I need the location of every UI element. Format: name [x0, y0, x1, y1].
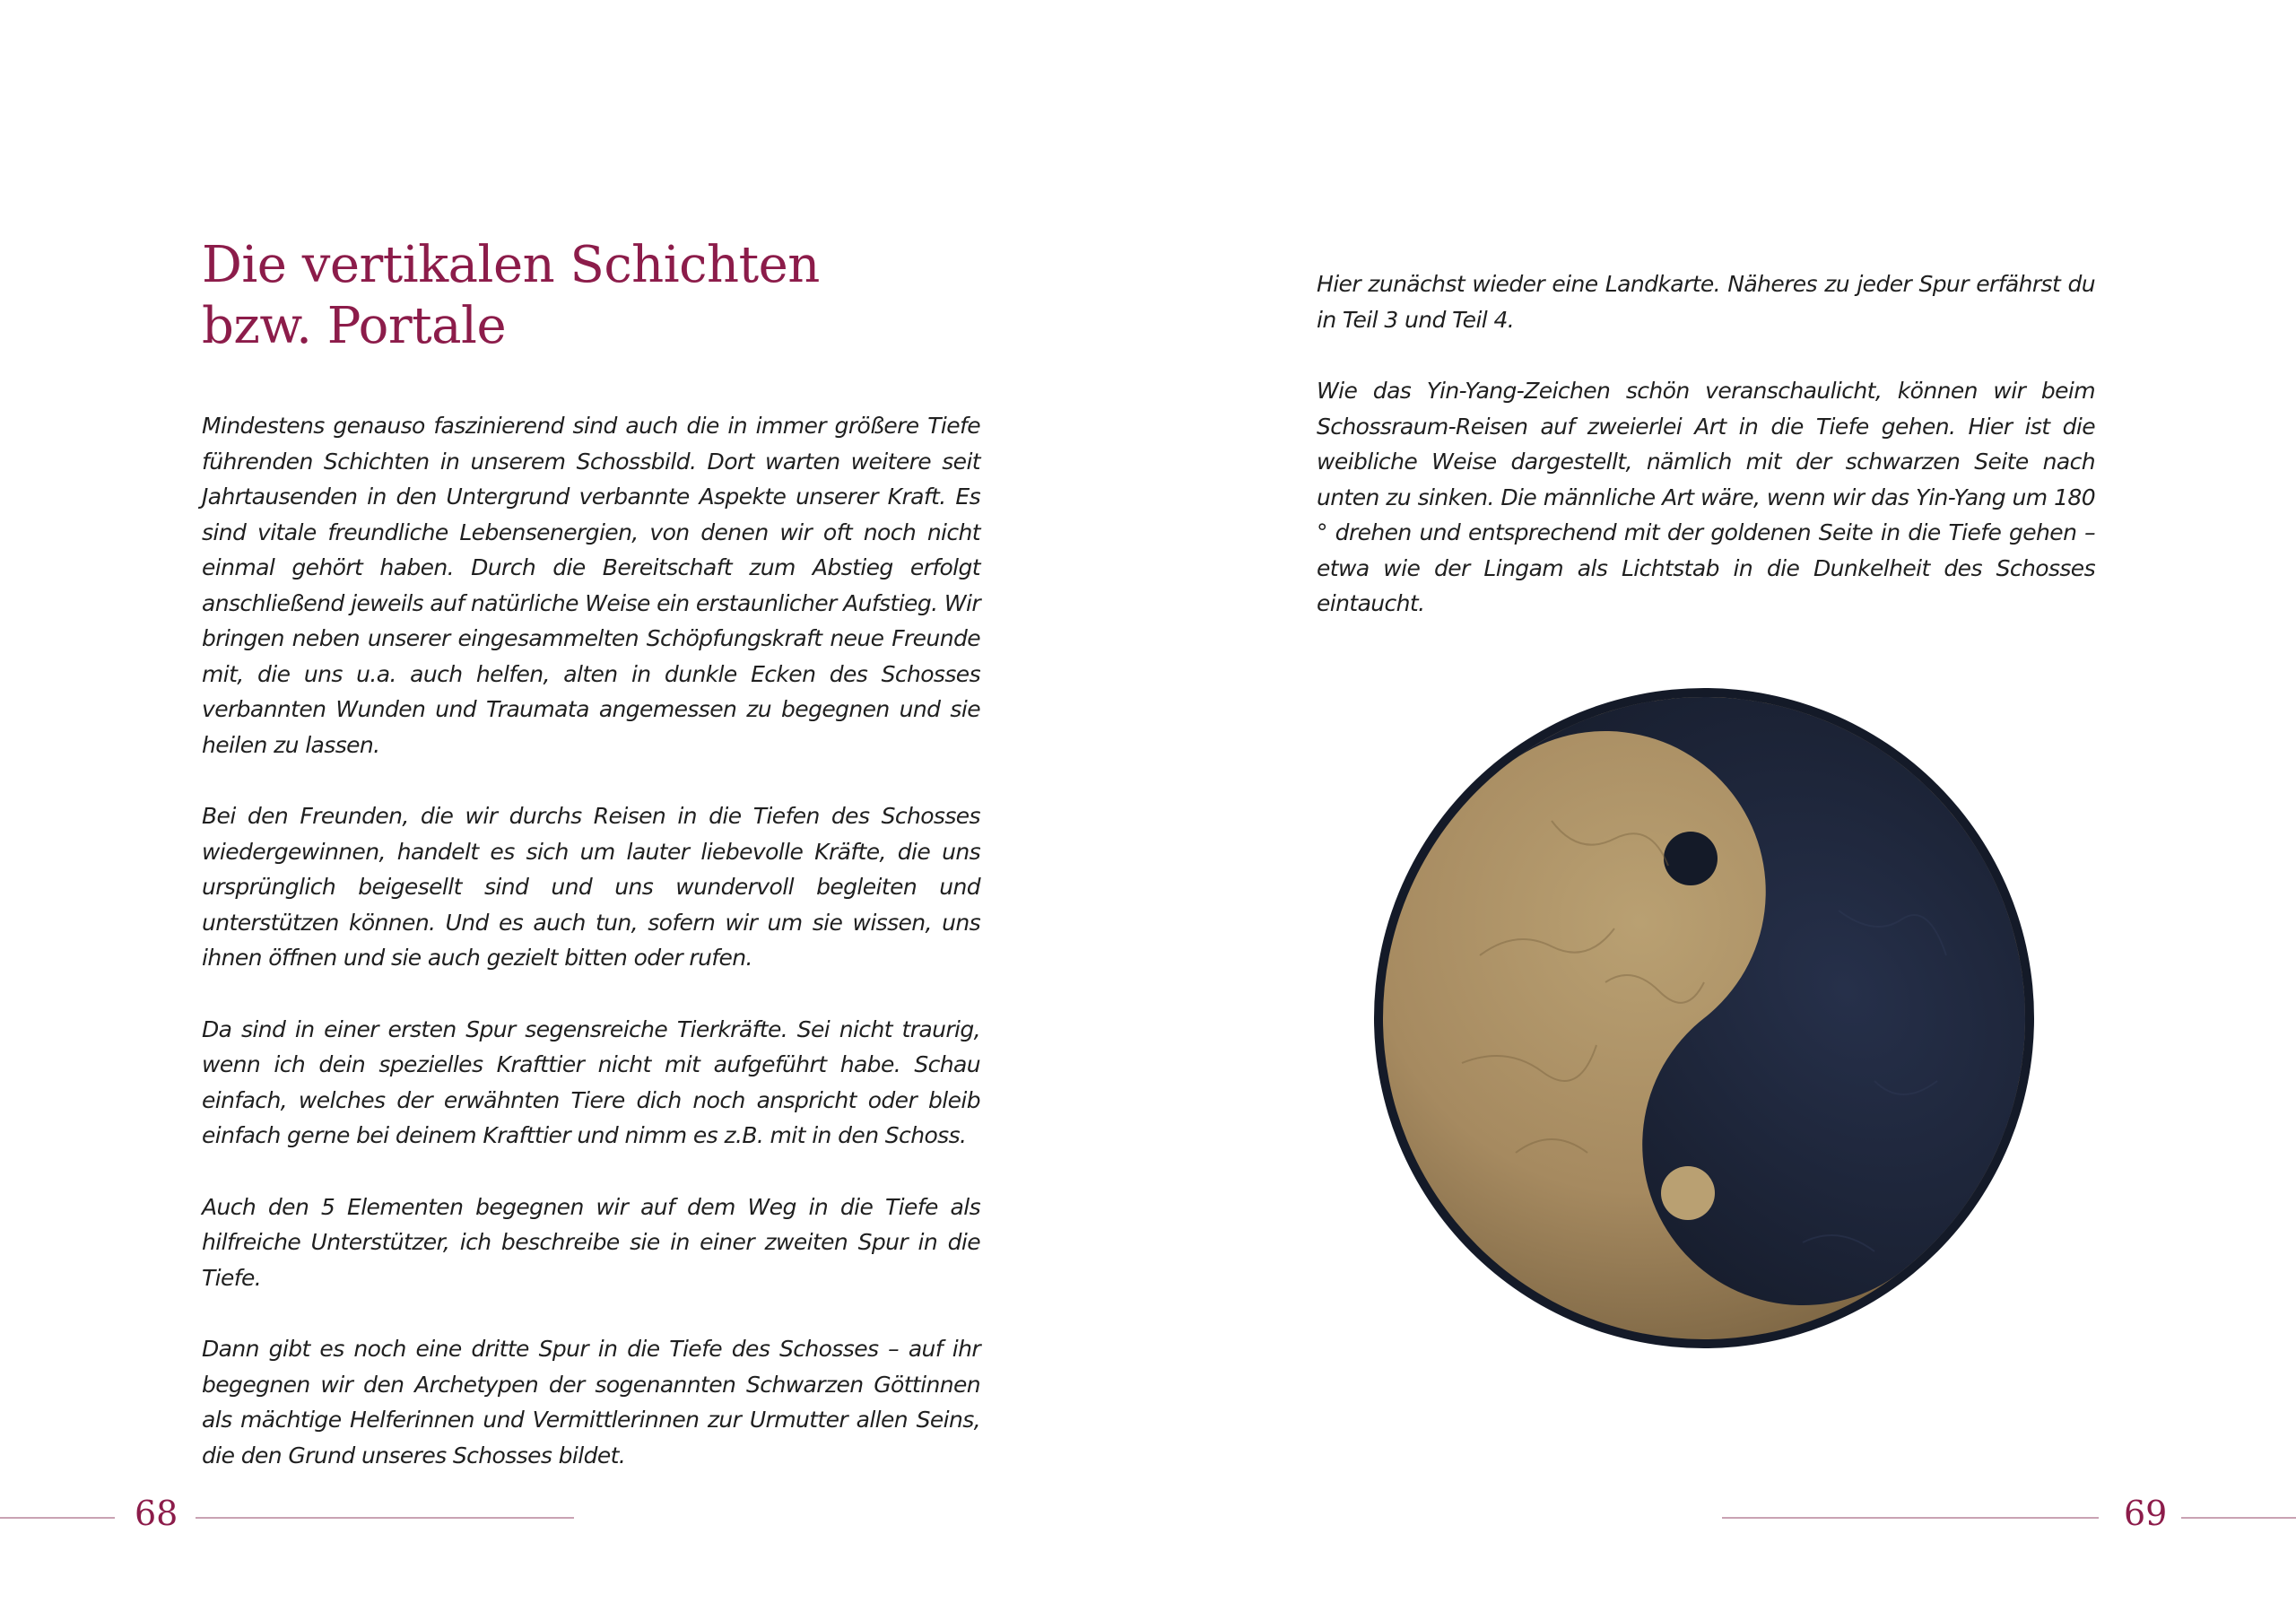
- footer-rule-right-inner: [1722, 1517, 2099, 1519]
- page-number-right: 69: [2124, 1494, 2168, 1533]
- footer-rule-left-inner: [196, 1517, 574, 1519]
- heading-line-2: bzw. Portale: [202, 297, 507, 355]
- yin-yang-image: [1372, 686, 2036, 1350]
- page-number-left: 68: [135, 1494, 178, 1533]
- paragraph: Bei den Freunden, die wir durchs Reisen in die Tiefen des Schosses wiedergewinnen, handelt es sich um lauter liebevolle Kräfte, die uns ursprünglich beigesellt sind und uns wundervoll begleiten und unterstützen können. Und es auch tun, sofern wir um sie wissen, uns ihnen öffnen und sie auch gezielt bitten oder rufen.: [202, 803, 980, 971]
- right-page: [1148, 0, 2296, 1621]
- paragraph: Da sind in einer ersten Spur segensreiche Tierkräfte. Sei nicht traurig, wenn ich dein spezielles Krafttier nicht mit aufgeführt habe. Schau einfach, welches der erwähnten Tiere dich noch anspricht oder bleib einfach gerne bei deinem Krafttier und nimm es z.B. mit in den Schoss.: [202, 1015, 980, 1148]
- paragraph: Dann gibt es noch eine dritte Spur in die Tiefe des Schosses – auf ihr begegnen wir den Archetypen der sogenannten Schwarzen Göttinnen als mächtige Helferinnen und Vermittlerinnen zur Urmutter allen Seins, die den Grund unseres Schosses bildet.: [202, 1336, 980, 1468]
- paragraph: Wie das Yin-Yang-Zeichen schön veranschaulicht, können wir beim Schossraum-Reisen auf zweierlei Art in die Tiefe gehen. Hier ist die weibliche Weise dargestellt, nämlich mit der schwarzen Seite nach unten zu sinken. Die männliche Art wäre, wenn wir das Yin-Yang um 180 ° drehen und entsprechend mit der goldenen Seite in die Tiefe gehen – etwa wie der Lingam als Lichtstab in die Dunkelheit des Schosses eintaucht.: [1317, 378, 2095, 616]
- footer-rule-left: [0, 1517, 115, 1519]
- chapter-heading: [202, 235, 1009, 357]
- heading-line-1: Die vertikalen Schichten: [202, 236, 820, 294]
- paragraph: Auch den 5 Elementen begegnen wir auf dem Weg in die Tiefe als hilfreiche Unterstützer, ich beschreibe sie in einer zweiten Spur in die Tiefe.: [202, 1193, 980, 1291]
- yin-yang-icon: [1372, 686, 2036, 1350]
- paragraph: Mindestens genauso faszinierend sind auch die in immer größere Tiefe führenden Schichten in unserem Schossbild. Dort warten weitere seit Jahrtausenden in den Untergrund verbannte Aspekte unserer Kraft. Es sind vitale freundliche Lebensenergien, von denen wir oft noch nicht einmal gehört haben. Durch die Bereitschaft zum Abstieg erfolgt anschließend jeweils auf natürliche Weise ein erstaunlicher Aufstieg. Wir bringen neben unserer eingesammelten Schöpfungskraft neue Freunde mit, die uns u.a. auch helfen, alten in dunkle Ecken des Schosses verbannten Wunden und Traumata angemessen zu begegnen und sie heilen zu lassen.: [202, 413, 980, 758]
- footer-rule-right: [2181, 1517, 2296, 1519]
- right-body-text: [1317, 266, 2095, 658]
- left-body-text: [202, 408, 980, 1509]
- paragraph: Hier zunächst wieder eine Landkarte. Näheres zu jeder Spur erfährst du in Teil 3 und Teil 4.: [1317, 271, 2095, 333]
